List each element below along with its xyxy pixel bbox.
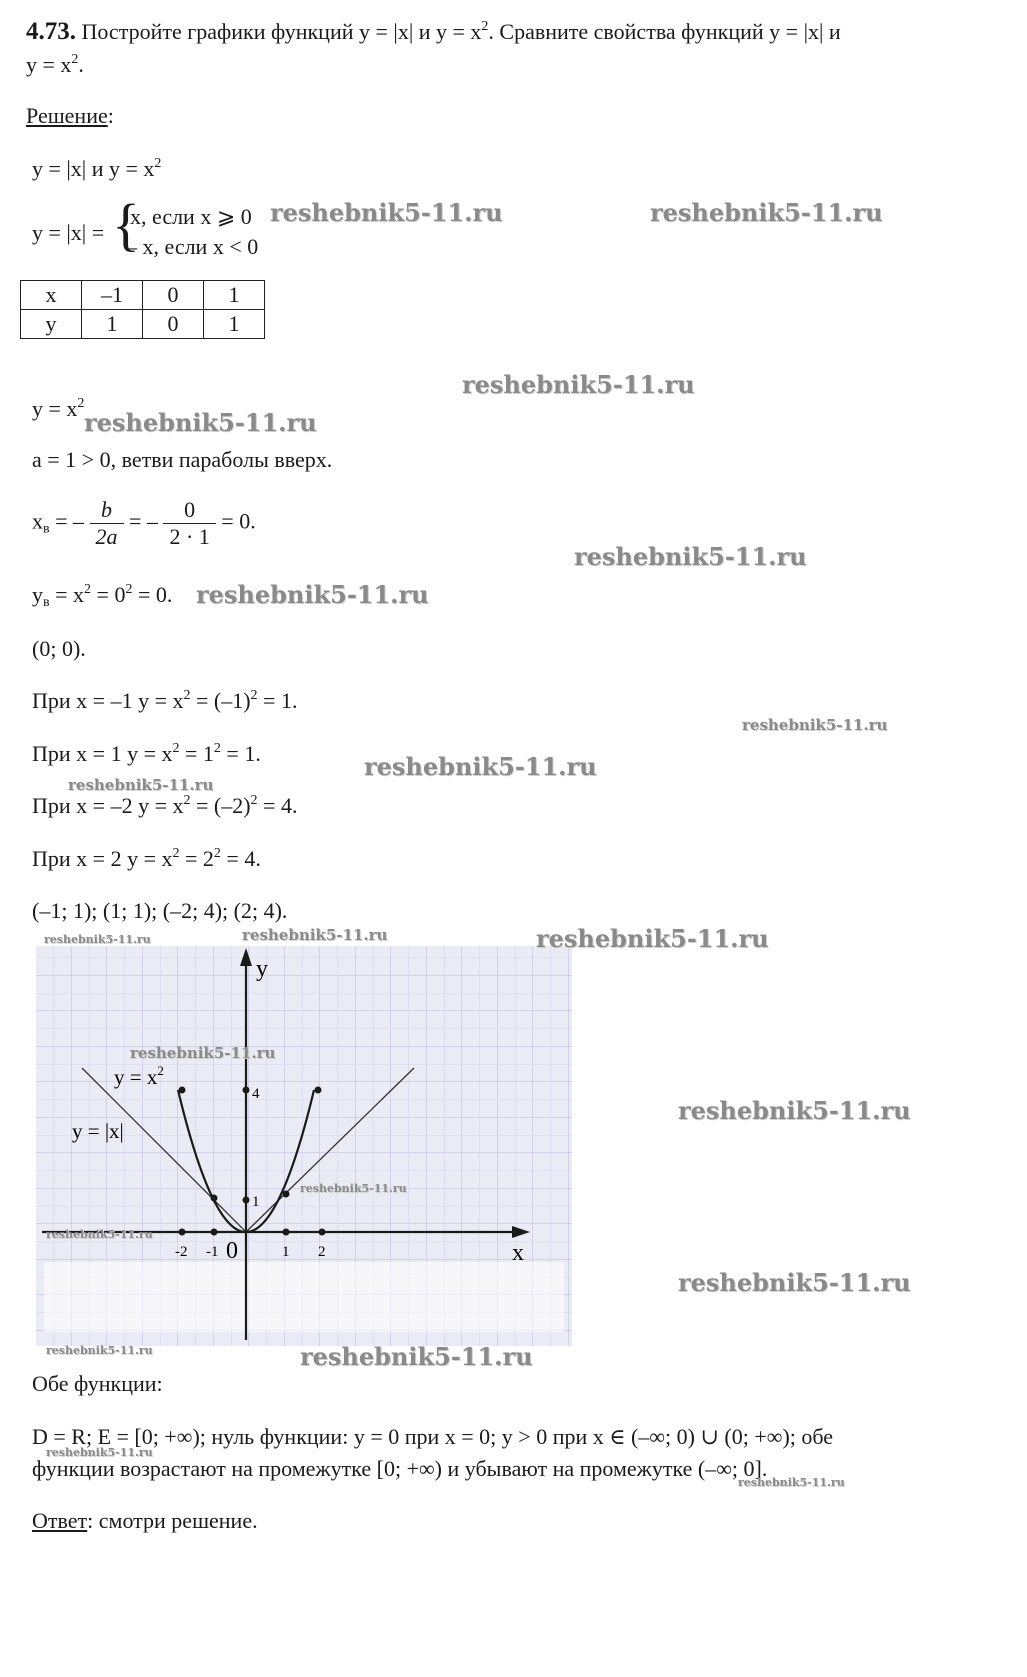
tick-label-minus-2: -2 <box>175 1244 188 1260</box>
watermark: reshebnik5-11.ru <box>738 1476 845 1489</box>
watermark: reshebnik5-11.ru <box>130 1044 276 1062</box>
watermark: reshebnik5-11.ru <box>84 408 317 437</box>
abs-definition-left: y = |x| = <box>32 220 105 245</box>
watermark: reshebnik5-11.ru <box>44 933 151 946</box>
watermark: reshebnik5-11.ru <box>300 1182 407 1195</box>
properties-line-2: функции возрастают на промежутке [0; +∞) и убывают на промежутке (–∞; 0]. <box>32 1456 768 1481</box>
tick-label-minus-1: -1 <box>206 1244 219 1260</box>
parabola-label: $y = x^2$ <box>32 396 85 421</box>
abs-case-2: – x, если x < 0 <box>126 234 259 259</box>
abs-curve-label: y = |x| <box>72 1119 124 1143</box>
watermark: reshebnik5-11.ru <box>46 1228 153 1241</box>
point-2-4 <box>315 1087 322 1094</box>
point-x-2 <box>319 1229 326 1236</box>
parabola-curve-label: $y = x^2$ <box>114 1063 164 1089</box>
problem-statement: 4.73. Постройте графики функций y = |x| и $y = x^2$. Сравните свойства функций y = |x| и <box>26 18 841 45</box>
watermark: reshebnik5-11.ru <box>242 926 388 944</box>
answer-line: Ответ: смотри решение. <box>32 1508 258 1533</box>
functions-line: y = |x| и $y = x^2$ <box>32 156 162 181</box>
problem-statement-line2: $y = x^2$. <box>26 52 84 77</box>
vertex-x-formula: $x_в$ = – $\frac{b}{2a}$ = – $\frac{0}{2 \cdot 1}$ = 0. <box>32 497 256 549</box>
watermark: reshebnik5-11.ru <box>300 1342 533 1371</box>
vertex-y-formula: $y_в = x^2 = 0^2 = 0$. <box>32 582 173 610</box>
watermark: reshebnik5-11.ru <box>68 776 214 794</box>
tick-label-4: 4 <box>252 1086 260 1102</box>
x-axis-label: x <box>512 1240 524 1266</box>
calc-line-4: При x = 2 $y = x^2 = 2^2 = 4$. <box>32 846 261 871</box>
calc-line-1: При x = –1 $y = x^2 = (-1)^2 = 1$. <box>32 688 298 713</box>
watermark: reshebnik5-11.ru <box>46 1344 153 1357</box>
watermark: reshebnik5-11.ru <box>742 716 888 734</box>
watermark: reshebnik5-11.ru <box>678 1096 911 1125</box>
watermark: reshebnik5-11.ru <box>364 752 597 781</box>
point-minus2-4 <box>179 1087 186 1094</box>
values-table <box>20 280 265 339</box>
tick-label-1-y: 1 <box>252 1194 260 1210</box>
watermark: reshebnik5-11.ru <box>270 198 503 227</box>
point-x-1 <box>283 1229 290 1236</box>
branches-line: a = 1 > 0, ветви параболы вверх. <box>32 447 333 472</box>
curly-brace: { <box>112 192 140 257</box>
watermark: reshebnik5-11.ru <box>462 370 695 399</box>
point-1-1 <box>283 1191 290 1198</box>
tick-label-2-x: 2 <box>318 1244 326 1260</box>
function-graph <box>36 940 576 1350</box>
y-axis-label: y <box>256 956 268 982</box>
watermark: reshebnik5-11.ru <box>678 1268 911 1297</box>
solution-heading: Решение: <box>26 103 114 128</box>
point-y-1 <box>243 1197 250 1204</box>
watermark: reshebnik5-11.ru <box>650 198 883 227</box>
problem-number: 4.73. <box>26 18 76 45</box>
point-x-minus-1 <box>211 1229 218 1236</box>
watermark: reshebnik5-11.ru <box>46 1446 153 1459</box>
watermark: reshebnik5-11.ru <box>574 542 807 571</box>
watermark: reshebnik5-11.ru <box>196 580 429 609</box>
tick-label-1-x: 1 <box>282 1244 290 1260</box>
vertex-point: (0; 0). <box>32 636 86 661</box>
table-row: y 1 0 1 <box>21 310 265 339</box>
properties-line-1: D = R; E = [0; +∞); нуль функции: y = 0 при x = 0; y > 0 при x ∈ (–∞; 0) ∪ (0; +∞); обе <box>32 1424 834 1449</box>
point-minus1-1 <box>211 1195 218 1202</box>
abs-case-1: x, если x ⩾ 0 <box>130 204 252 229</box>
calc-line-3: При x = –2 $y = x^2 = (-2)^2 = 4$. <box>32 793 298 818</box>
watermark: reshebnik5-11.ru <box>536 924 769 953</box>
point-x-minus-2 <box>179 1229 186 1236</box>
calc-line-2: При x = 1 $y = x^2 = 1^2 = 1$. <box>32 741 261 766</box>
both-functions-line: Обе функции: <box>32 1371 163 1396</box>
table-row: x –1 0 1 <box>21 281 265 310</box>
points-list: (–1; 1); (1; 1); (–2; 4); (2; 4). <box>32 898 288 923</box>
point-y-4 <box>243 1087 250 1094</box>
origin-label: 0 <box>226 1238 238 1264</box>
